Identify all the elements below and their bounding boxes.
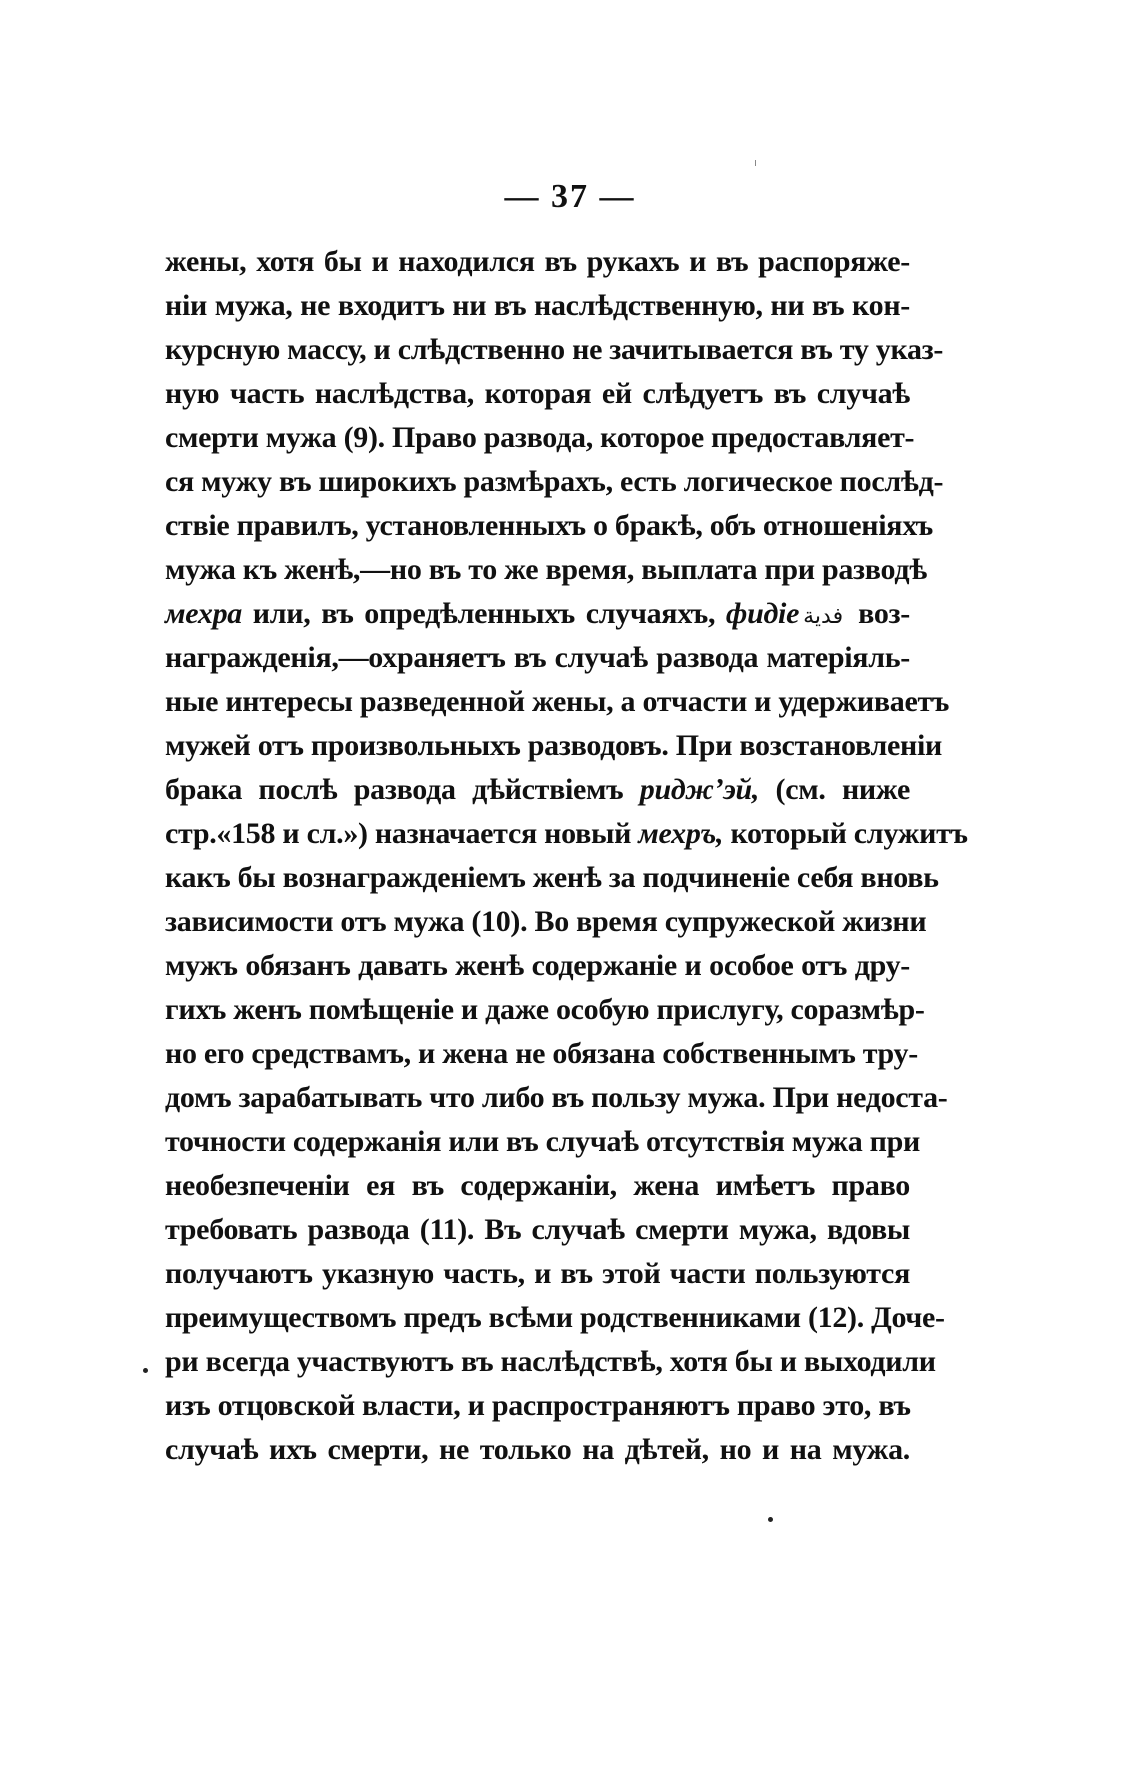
italic-term: мехра [165,597,242,630]
scan-mark [755,160,756,166]
text-line-mixed [165,812,968,856]
body-text [165,240,968,1472]
text-line: смерти мужа (9). Право развода, которое предоставляет- [165,421,915,454]
text-line: требовать развода (11). Въ случаѣ смерти мужа, вдовы [165,1213,910,1246]
text-line: но его средствамъ, и жена не обязана собственнымъ тру- [165,1037,918,1070]
text-line: ри всегда участвуютъ въ наслѣдствѣ, хотя бы и выходили [165,1345,936,1378]
text-line: гихъ женъ помѣщеніе и даже особую прислугу, соразмѣр- [165,993,925,1026]
arabic-word: فدية [803,604,844,629]
italic-term: риджʼэй, [639,773,760,806]
text-line: ся мужу въ широкихъ размѣрахъ, есть логическое послѣд- [165,465,944,498]
text-line: ніи мужа, не входитъ ни въ наслѣдственную, ни въ кон- [165,289,910,322]
text-line: какъ бы вознагражденіемъ женѣ за подчиненіе себя вновь [165,861,939,894]
text-line: курсную массу, и слѣдственно не зачитывается въ ту указ- [165,333,944,366]
text-run: воз- [847,597,910,630]
text-line-mixed [165,592,910,636]
text-line: необезпеченіи ея въ содержаніи, жена имѣетъ право [165,1169,910,1202]
ink-speck [143,1368,148,1373]
italic-term: мехръ, [638,817,724,850]
text-run: (см. ниже [759,773,910,806]
text-line: зависимости отъ мужа (10). Во время супружеской жизни [165,905,927,938]
text-run: стр.«158 и сл.») назначается новый [165,817,639,850]
text-line: ные интересы разведенной жены, а отчасти и удерживаетъ [165,685,950,718]
text-run: который служитъ [723,817,968,850]
text-line: мужъ обязанъ давать женѣ содержаніе и особое отъ дру- [165,949,910,982]
text-line: награжденія,—охраняетъ въ случаѣ развода матеріяль- [165,641,910,674]
text-line: ную часть наслѣдства, которая ей слѣдуетъ въ случаѣ [165,377,910,410]
italic-term: фидіе [725,597,800,630]
text-line: домъ зарабатывать что либо въ пользу мужа. При недоста- [165,1081,948,1114]
text-line: изъ отцовской власти, и распространяютъ право это, въ [165,1389,911,1422]
text-line: жены, хотя бы и находился въ рукахъ и въ распоряже- [165,245,910,278]
ink-speck [768,1517,773,1522]
page-number: — 37 — [504,178,636,215]
text-line: мужа къ женѣ,—но въ то же время, выплата при разводѣ [165,553,927,586]
text-run: или, въ опредѣленныхъ случаяхъ, [241,597,726,630]
text-line: случаѣ ихъ смерти, не только на дѣтей, но и на мужа. [165,1433,910,1466]
text-line: мужей отъ произвольныхъ разводовъ. При возстановленіи [165,729,943,762]
text-line-mixed [165,768,910,812]
text-line: получаютъ указную часть, и въ этой части пользуются [165,1257,910,1290]
text-line: точности содержанія или въ случаѣ отсутствія мужа при [165,1125,920,1158]
text-run: брака послѣ развода дѣйствіемъ [165,773,640,806]
text-line: преимуществомъ предъ всѣми родственниками (12). Доче- [165,1301,945,1334]
text-line: ствіе правилъ, установленныхъ о бракѣ, объ отношеніяхъ [165,509,933,542]
